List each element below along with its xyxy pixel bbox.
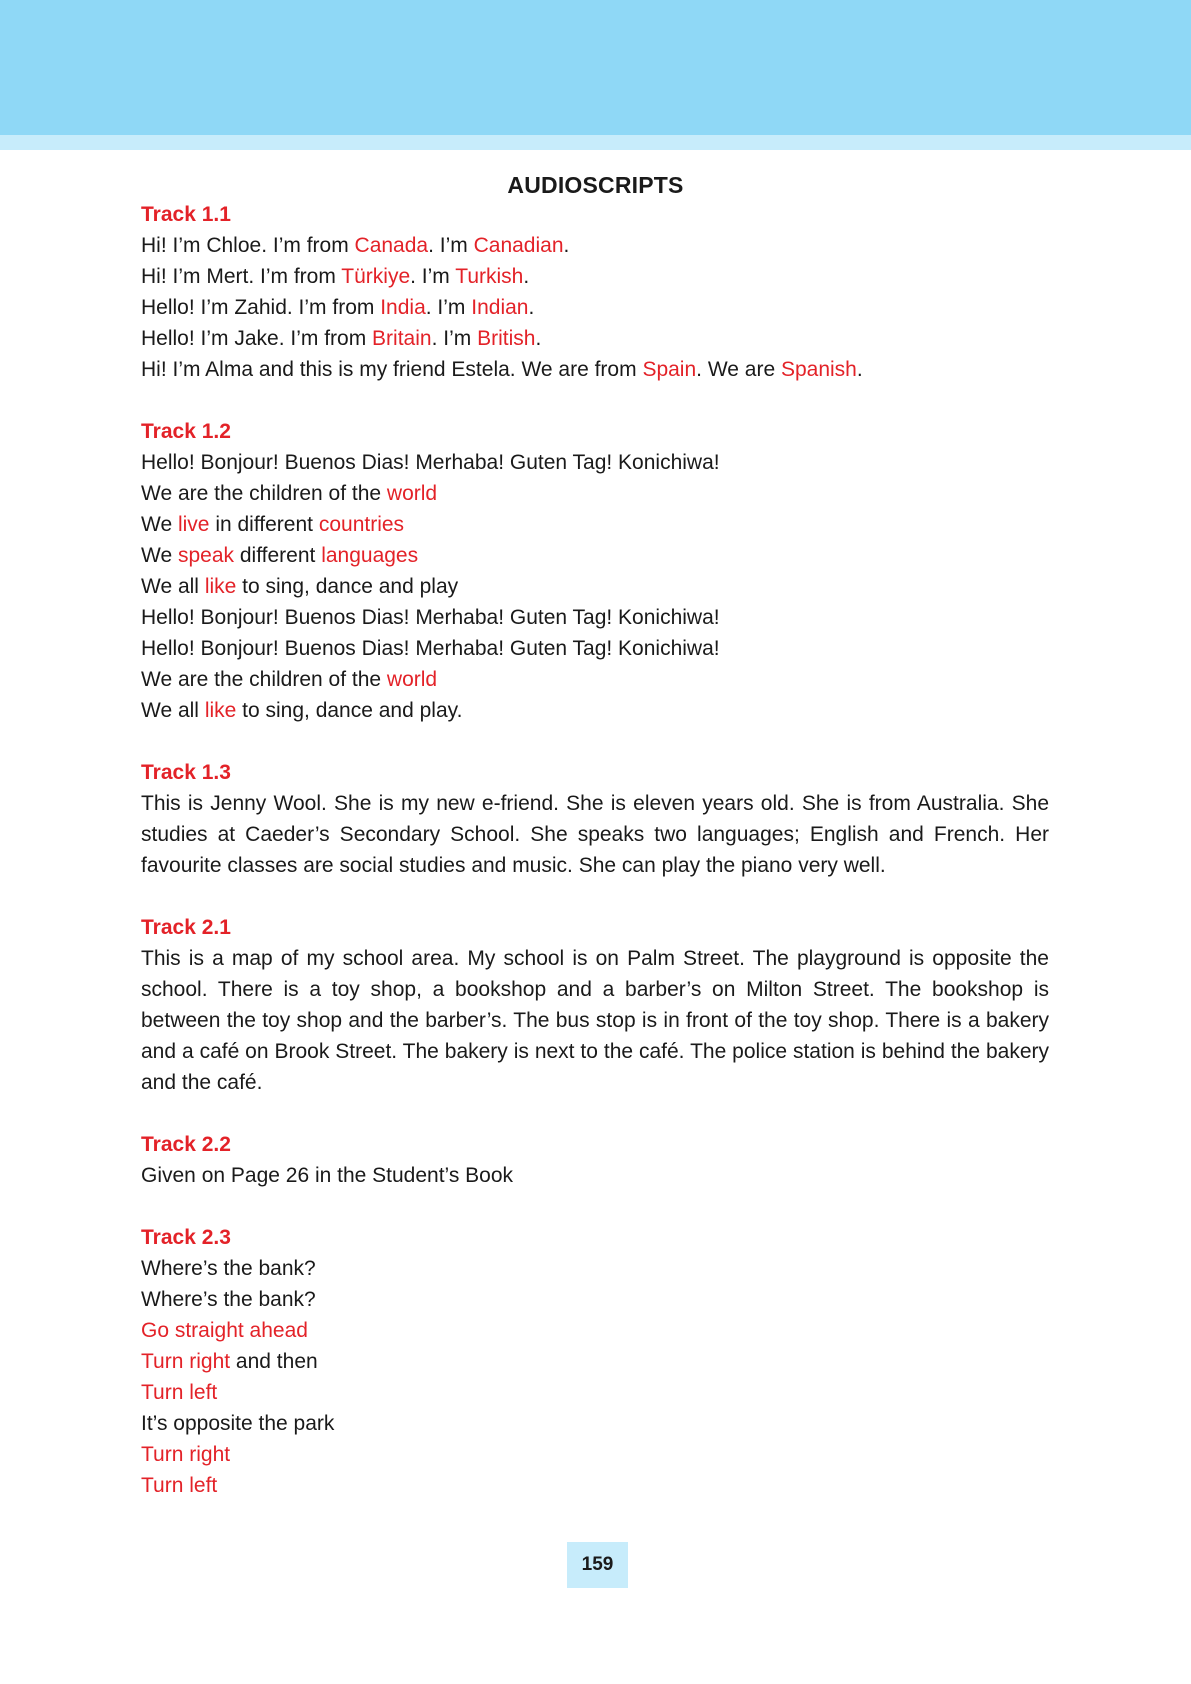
track-section (141, 912, 1049, 1098)
script-line (141, 633, 1049, 664)
line-text: We all (141, 575, 205, 598)
page-title: AUDIOSCRIPTS (507, 172, 684, 198)
line-text: . I’m (425, 296, 472, 319)
header-band (0, 0, 1191, 135)
track-title: Track 1.2 (141, 420, 231, 443)
line-text: Hello! I’m Zahid. I’m from (141, 296, 381, 319)
script-line (141, 540, 1049, 571)
highlighted-word: Spain (642, 358, 697, 381)
track-title: Track 1.1 (141, 203, 231, 226)
line-text: different (234, 544, 322, 567)
highlighted-word: Turkish (455, 265, 524, 288)
script-line (141, 695, 1049, 726)
track-title: Track 2.1 (141, 916, 231, 939)
highlighted-word: like (204, 575, 237, 598)
line-text: Hello! I’m Jake. I’m from (141, 327, 373, 350)
script-line (141, 1315, 1049, 1346)
highlighted-word: Spanish (780, 358, 857, 381)
highlighted-word: Canada (354, 234, 429, 257)
highlighted-word: world (386, 668, 438, 691)
highlighted-word: Turn left (141, 1381, 218, 1404)
highlighted-word: like (204, 699, 237, 722)
highlighted-word: Go straight ahead (141, 1319, 308, 1342)
script-line (141, 1408, 1049, 1439)
highlighted-word: British (477, 327, 536, 350)
line-text: . (535, 327, 542, 350)
line-text: to sing, dance and play (236, 575, 459, 598)
script-line (141, 230, 1049, 261)
script-line (141, 1284, 1049, 1315)
line-text: to sing, dance and play. (236, 699, 463, 722)
audioscripts-content (141, 199, 1049, 1532)
track-title: Track 2.3 (141, 1226, 231, 1249)
track-section (141, 416, 1049, 726)
script-line (141, 261, 1049, 292)
track-paragraph: This is a map of my school area. My school is on Palm Street. The playground is opposite the school. There is a toy shop, a bookshop and a barber’s on Milton Street. The bookshop is between the toy shop and the barber’s. The bus stop is in front of the toy shop. There is a bakery and a café on Brook Street. The bakery is next to the café. The police station is behind the bakery and the café. (141, 947, 1049, 1094)
line-text: . (856, 358, 863, 381)
highlighted-word: Türkiye (341, 265, 411, 288)
highlighted-word: languages (321, 544, 419, 567)
script-line (141, 323, 1049, 354)
line-text: Hello! Bonjour! Buenos Dias! Merhaba! Guten Tag! Konichiwa! (141, 451, 720, 474)
highlighted-word: India (380, 296, 426, 319)
script-line (141, 1160, 1049, 1191)
script-line (141, 1439, 1049, 1470)
script-line (141, 292, 1049, 323)
highlighted-word: world (386, 482, 438, 505)
line-text: We all (141, 699, 205, 722)
line-text: Hi! I’m Chloe. I’m from (141, 234, 355, 257)
line-text: . (523, 265, 530, 288)
track-section (141, 757, 1049, 881)
line-text: We are the children of the (141, 668, 387, 691)
highlighted-word: Turn right (141, 1350, 231, 1373)
script-line (141, 1253, 1049, 1284)
track-section (141, 1129, 1049, 1191)
line-text: . I’m (431, 327, 478, 350)
script-line (141, 447, 1049, 478)
script-line (141, 1377, 1049, 1408)
track-paragraph: This is Jenny Wool. She is my new e-friend. She is eleven years old. She is from Australia. She studies at Caeder’s Secondary School. She speaks two languages; English and French. Her favourite classes are social studies and music. She can play the piano very well. (141, 792, 1049, 877)
line-text: Hi! I’m Mert. I’m from (141, 265, 342, 288)
line-text: Where’s the bank? (141, 1288, 316, 1311)
line-text: . I’m (410, 265, 456, 288)
script-line (141, 509, 1049, 540)
line-text: It’s opposite the park (141, 1412, 335, 1435)
highlighted-word: Turn left (141, 1474, 218, 1497)
line-text: Hi! I’m Alma and this is my friend Estela. We are from (141, 358, 643, 381)
highlighted-word: countries (318, 513, 405, 536)
line-text: Given on Page 26 in the Student’s Book (141, 1164, 514, 1187)
highlighted-word: live (177, 513, 210, 536)
line-text: . I’m (428, 234, 474, 257)
header-strip (0, 135, 1191, 150)
line-text: . We are (696, 358, 781, 381)
highlighted-word: speak (177, 544, 235, 567)
script-line (141, 664, 1049, 695)
script-line (141, 571, 1049, 602)
script-line (141, 1346, 1049, 1377)
line-text: . (528, 296, 535, 319)
line-text: in different (209, 513, 319, 536)
highlighted-word: Turn right (141, 1443, 231, 1466)
line-text: Hello! Bonjour! Buenos Dias! Merhaba! Guten Tag! Konichiwa! (141, 606, 720, 629)
page-number: 159 (567, 1542, 628, 1588)
line-text: We (141, 544, 178, 567)
track-title: Track 2.2 (141, 1133, 231, 1156)
script-line (141, 1470, 1049, 1501)
script-line (141, 602, 1049, 633)
track-section (141, 199, 1049, 385)
line-text: We are the children of the (141, 482, 387, 505)
track-section (141, 1222, 1049, 1501)
line-text: and then (230, 1350, 318, 1373)
highlighted-word: Canadian (473, 234, 564, 257)
highlighted-word: Indian (471, 296, 529, 319)
track-title: Track 1.3 (141, 761, 231, 784)
highlighted-word: Britain (372, 327, 432, 350)
line-text: Hello! Bonjour! Buenos Dias! Merhaba! Guten Tag! Konichiwa! (141, 637, 720, 660)
line-text: . (563, 234, 570, 257)
line-text: Where’s the bank? (141, 1257, 316, 1280)
line-text: We (141, 513, 178, 536)
script-line (141, 354, 1049, 385)
script-line (141, 478, 1049, 509)
